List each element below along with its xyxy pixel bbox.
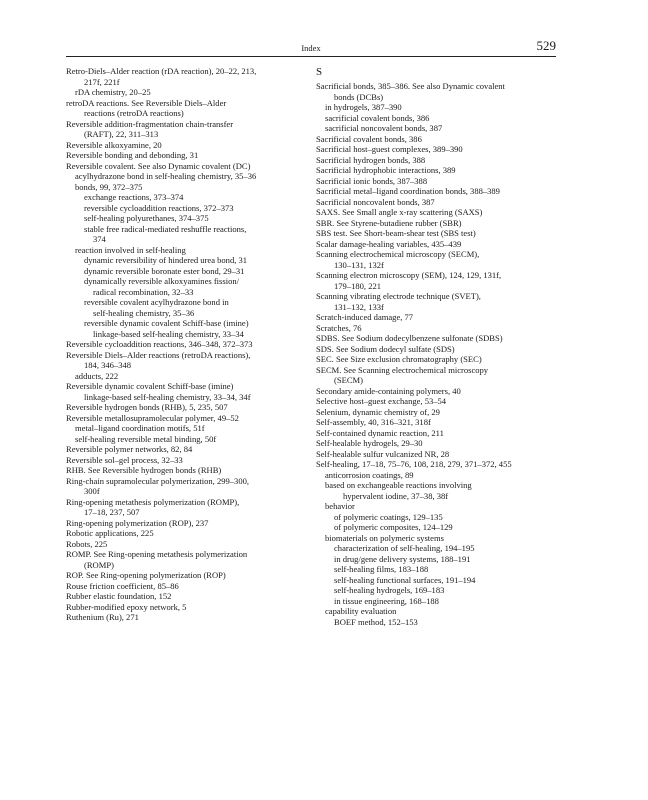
index-entry: metal–ligand coordination motifs, 51f [75,423,205,433]
index-entry: self-healing reversible metal binding, 50f [75,433,217,444]
index-entry: Sacrificial bonds, 385–386. See also Dynamic covalent [316,81,505,91]
right-index-entries [316,81,558,627]
index-entry: Scanning electron microscopy (SEM), 124, 129, 131f, [316,270,502,280]
index-entry: Sacrificial host–guest complexes, 389–390 [316,144,463,154]
index-entry: BOEF method, 152–153 [334,616,418,627]
header-rule [66,56,556,57]
index-entry: of polymeric coatings, 129–135 [334,511,443,522]
index-entry: Selenium, dynamic chemistry of, 29 [316,406,440,417]
index-entry: exchange reactions, 373–374 [84,192,184,202]
index-entry: SBS test. See Short-beam-shear test (SBS test) [316,228,476,238]
index-entry: SBR. See Styrene-butadiene rubber (SBR) [316,217,462,228]
index-entry: stable free radical-mediated reshuffle reactions, [84,223,247,234]
section-letter: S [316,66,323,78]
index-entry: reversible dynamic covalent Schiff-base (imine) [84,318,249,328]
index-entry: self-healing polyurethanes, 374–375 [84,213,209,223]
index-entry: sacrificial noncovalent bonds, 387 [325,123,443,133]
index-entry: in tissue engineering, 168–188 [334,595,439,606]
index-entry: Secondary amide-containing polymers, 40 [316,385,461,396]
index-entry: 130–131, 132f [334,259,384,270]
index-entry: Scanning vibrating electrode technique (SVET), [316,291,481,301]
index-entry: in hydrogels, 387–390 [325,102,402,112]
index-entry: rDA chemistry, 20–25 [75,87,151,97]
index-entry: Scratch-induced damage, 77 [316,312,414,322]
index-entry: Scalar damage-healing variables, 435–439 [316,238,462,249]
index-entry: linkage-based self-healing chemistry, 33–34 [93,328,244,339]
index-entry: 217f, 221f [84,76,120,87]
right-index-column [316,66,558,627]
index-entry: Ring-opening polymerization (ROP), 237 [66,517,209,528]
index-entry: Scratches, 76 [316,322,362,333]
page-header [66,38,556,56]
index-entry: capability evaluation [325,606,397,616]
index-entry: self-healing films, 183–188 [334,564,429,574]
index-entry: SEC. See Size exclusion chromatography (SEC) [316,354,482,364]
index-entry: dynamically reversible alkoxyamines fission/ [84,276,239,286]
index-entry: Sacrificial hydrogen bonds, 388 [316,154,426,165]
index-entry: characterization of self-healing, 194–195 [334,543,475,553]
index-entry: Reversible polymer networks, 82, 84 [66,444,193,454]
index-entry: bonds, 99, 372–375 [75,181,143,192]
index-entry: acylhydrazone bond in self-healing chemistry, 35–36 [75,171,257,181]
index-entry: adducts, 222 [75,370,119,381]
index-entry: behavior [325,501,355,511]
index-entry: Robotic applications, 225 [66,528,154,538]
index-entry: SDBS. See Sodium dodecylbenzene sulfonate (SDBS) [316,333,503,343]
index-entry: Robots, 225 [66,538,108,549]
index-entry: retroDA reactions. See Reversible Diels–Alder [66,97,227,108]
index-entry: SAXS. See Small angle x-ray scattering (SAXS) [316,207,483,217]
index-entry: in drug/gene delivery systems, 188–191 [334,553,471,564]
index-entry: Sacrificial metal–ligand coordination bonds, 388–389 [316,186,500,196]
index-entry: Reversible alkoxyamine, 20 [66,139,162,150]
index-entry: Ruthenium (Ru), 271 [66,612,139,622]
index-entry: Reversible cycloaddition reactions, 346–348, 372–373 [66,339,253,349]
index-entry: Self-assembly, 40, 316–321, 318f [316,417,431,427]
index-entry: bonds (DCBs) [334,91,384,102]
index-entry: Reversible sol–gel process, 32–33 [66,454,183,465]
index-entry: dynamic reversibility of hindered urea bond, 31 [84,255,248,265]
index-entry: Selective host–guest exchange, 53–54 [316,396,447,406]
index-entry: ROP. See Ring-opening polymerization (ROP) [66,570,226,580]
index-entry: Self-healable sulfur vulcanized NR, 28 [316,448,450,459]
index-entry: self-healing hydrogels, 169–183 [334,585,445,595]
index-entry: Sacrificial hydrophobic interactions, 389 [316,165,456,175]
index-entry: Reversible covalent. See also Dynamic covalent (DC) [66,160,251,171]
index-entry: 131–132, 133f [334,301,384,312]
running-title: Index [301,43,321,53]
index-entry: Ring-opening metathesis polymerization (ROMP), [66,496,240,507]
page-number: 529 [536,38,556,53]
index-entry: Rubber elastic foundation, 152 [66,591,172,601]
index-entry: reaction involved in self-healing [75,244,186,255]
index-entry: 17–18, 237, 507 [84,507,140,517]
index-entry: Reversible addition-fragmentation chain-transfer [66,118,234,129]
index-entry: reactions (retroDA reactions) [84,108,184,118]
index-entry: Reversible Diels–Alder reactions (retroDA reactions), [66,349,251,360]
index-entry: self-healing functional surfaces, 191–194 [334,574,476,585]
index-entry: Reversible hydrogen bonds (RHB), 5, 235, 507 [66,402,228,412]
index-entry: SDS. See Sodium dodecyl sulfate (SDS) [316,343,455,354]
index-entry: radical recombination, 32–33 [93,286,194,297]
index-entry: Self-healing, 17–18, 75–76, 108, 218, 279, 371–372, 455 [316,459,512,469]
index-entry: (ROMP) [84,559,114,570]
index-entry: Sacrificial noncovalent bonds, 387 [316,196,435,207]
index-entry: (SECM) [334,375,363,385]
index-entry: 179–180, 221 [334,280,382,291]
index-entry: 184, 346–348 [84,360,132,370]
index-entry: hypervalent iodine, 37–38, 38f [343,490,449,501]
index-entry: Rouse friction coefficient, 85–86 [66,580,179,591]
index-entry: reversible cycloaddition reactions, 372–373 [84,202,234,213]
index-entry: Reversible bonding and debonding, 31 [66,150,199,160]
index-entry: Rubber-modified epoxy network, 5 [66,601,187,612]
index-entry: 374 [93,234,106,244]
index-entry: of polymeric composites, 124–129 [334,522,453,532]
index-entry: Reversible dynamic covalent Schiff-base (imine) [66,381,234,391]
left-index-column [66,66,308,623]
index-entry: SECM. See Scanning electrochemical microscopy [316,364,489,375]
index-entry: anticorrosion coatings, 89 [325,469,414,480]
index-entry: linkage-based self-healing chemistry, 33–34, 34f [84,391,251,402]
index-entry: Self-healable hydrogels, 29–30 [316,438,423,448]
index-entry: 300f [84,486,100,496]
index-entry: based on exchangeable reactions involving [325,480,472,490]
index-entry: dynamic reversible boronate ester bond, 29–31 [84,265,245,276]
index-entry: reversible covalent acylhydrazone bond in [84,297,229,307]
index-entry: self-healing chemistry, 35–36 [93,307,195,318]
index-entry: Scanning electrochemical microscopy (SECM), [316,249,480,259]
index-entry: sacrificial covalent bonds, 386 [325,112,430,123]
index-entry: Reversible metallosupramolecular polymer, 49–52 [66,412,239,423]
index-entry: Retro-Diels–Alder reaction (rDA reaction), 20–22, 213, [66,66,257,76]
index-entry: Sacrificial ionic bonds, 387–388 [316,175,428,186]
index-entry: Ring-chain supramolecular polymerization, 299–300, [66,475,249,486]
index-entry: RHB. See Reversible hydrogen bonds (RHB) [66,465,222,475]
index-entry: ROMP. See Ring-opening metathesis polymerization [66,549,248,559]
index-entry: biomaterials on polymeric systems [325,532,444,543]
index-entry: Self-contained dynamic reaction, 211 [316,427,444,438]
index-entry: Sacrificial covalent bonds, 386 [316,133,422,144]
index-entry: (RAFT), 22, 311–313 [84,129,159,139]
